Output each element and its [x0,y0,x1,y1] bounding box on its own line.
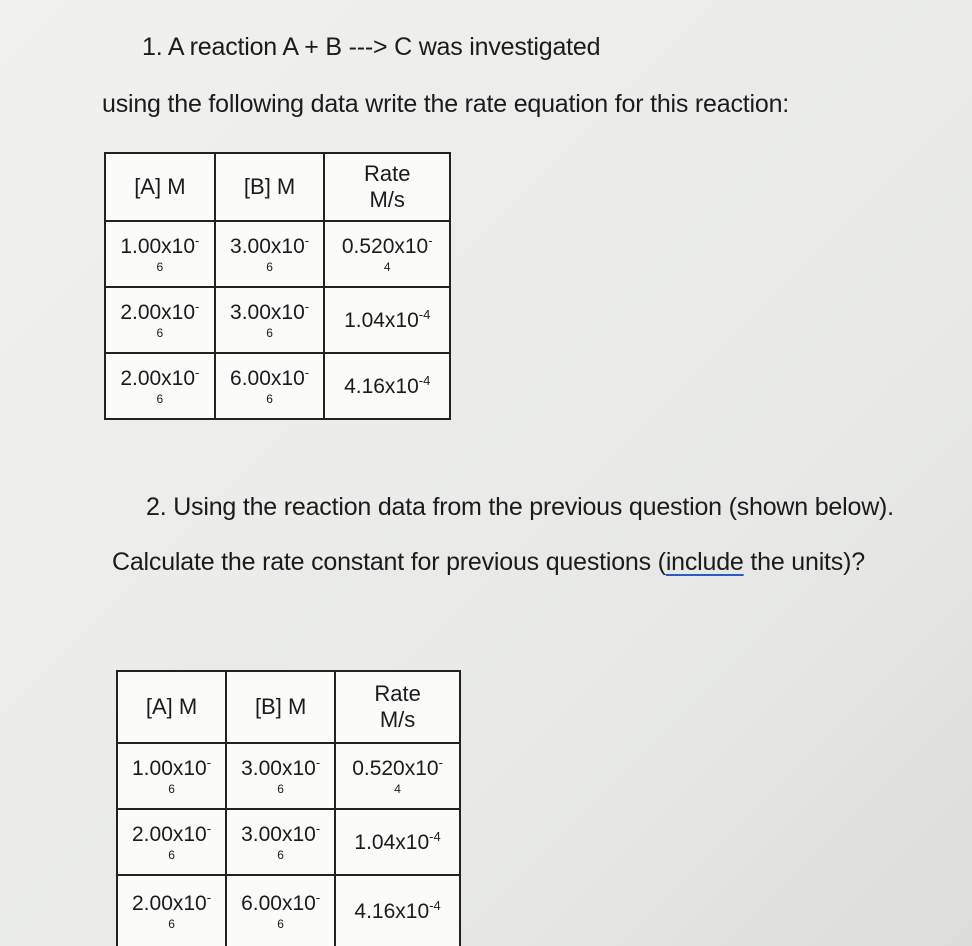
header-rate-label: Rate [374,681,421,706]
cell-a: 2.00x10- 6 [105,287,215,353]
table-header-row [105,153,450,221]
cell-rate: $4.16x10^{-4}$ [324,353,450,419]
cell-a: 2.00x10- 6 [117,809,226,875]
table-row [105,287,450,353]
question-1-instruction: using the following data write the rate equation for this reaction: [102,90,790,118]
cell-a: 2.00x10- 6 [117,875,226,946]
cell-rate: $1.04x10^{-4}$ [335,809,460,875]
table-header-row [117,671,460,743]
cell-rate: 0.520x10- 4 [335,743,460,809]
table-row [117,743,460,809]
reaction-data-table-2 [116,670,461,946]
header-a-concentration: [A] M [105,153,215,221]
reaction-data-table-1 [104,152,451,420]
question-2-instruction: Calculate the rate constant for previous questions (include the units)? [112,548,865,576]
underlined-word: include [665,548,744,576]
cell-b: 3.00x10- 6 [215,221,325,287]
header-b-concentration: [B] M [226,671,335,743]
cell-b: 3.00x10- 6 [226,743,335,809]
cell-a: 1.00x10- 6 [105,221,215,287]
question-2-title: 2. Using the reaction data from the previous question (shown below). [146,493,894,521]
cell-rate: $1.04x10^{-4}$ [324,287,450,353]
table-row [105,221,450,287]
cell-b: 6.00x10- 6 [215,353,325,419]
question-1-title: 1. A reaction A + B ---> C was investigated [142,33,601,61]
header-rate-label: Rate [363,161,411,186]
header-rate [324,153,450,221]
table-row [117,809,460,875]
header-rate-units: M/s [369,187,405,212]
table-row [117,875,460,946]
header-a-concentration: [A] M [117,671,226,743]
cell-rate: $4.16x10^{-4}$ [335,875,460,946]
table-row [105,353,450,419]
cell-a: 1.00x10- 6 [117,743,226,809]
cell-rate: 0.520x10- 4 [324,221,450,287]
cell-b: 6.00x10- 6 [226,875,335,946]
cell-b: 3.00x10- 6 [226,809,335,875]
cell-a: 2.00x10- 6 [105,353,215,419]
cell-b: 3.00x10- 6 [215,287,325,353]
header-b-concentration: [B] M [215,153,325,221]
header-rate [335,671,460,743]
header-rate-units: M/s [379,707,416,732]
